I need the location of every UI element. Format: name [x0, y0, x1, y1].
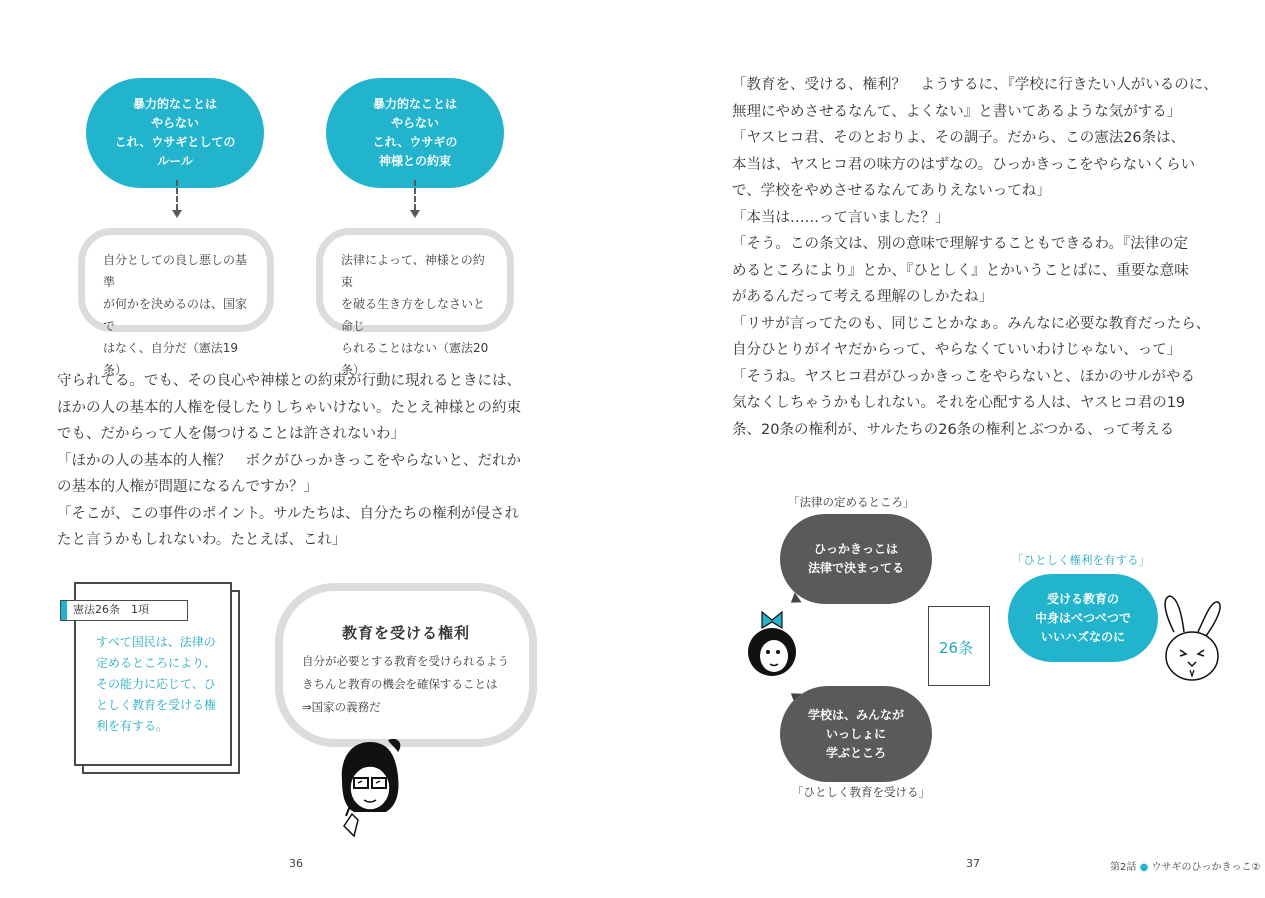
right-to-education-text	[302, 650, 509, 719]
bubble-line: 暴力的なことは	[372, 97, 457, 111]
text-line: たと言うかもしれないわ。たとえば、これ」	[57, 532, 347, 548]
thought-line: を破る生き方をしなさいと命じ	[341, 297, 486, 333]
text-line: 条、20条の権利が、サルたちの26条の権利とぶつかる、って考える	[732, 421, 1175, 438]
text-line: 守られてる。でも、その良心や神様との約束が行動に現れるときには、	[57, 373, 521, 389]
cloud-line: 中身はべつべつで	[1034, 610, 1131, 625]
thought-line: きちんと教育の機会を確保することは	[302, 677, 498, 691]
thought-line: はなく、自分だ（憲法19条）	[103, 341, 239, 377]
rabbit-icon	[1154, 592, 1228, 688]
left-body-text	[57, 368, 521, 554]
text-line: でも、だからって人を傷つけることは許されないわ」	[57, 426, 405, 442]
cloud-education-content-differs	[1008, 574, 1158, 662]
text-line: 無理にやめさせるなんて、よくない』と書いてあるような気がする」	[732, 103, 1182, 120]
thought-line: 自分としての良し悪しの基準	[103, 253, 248, 289]
cloud-scratching-by-law	[780, 514, 932, 604]
text-line: 「教育を、受ける、権利？ ようするに、『学校に行きたい人がいるのに、	[732, 77, 1218, 93]
bubble-line: 神様との約束	[378, 154, 451, 168]
left-page	[0, 0, 632, 898]
bubble-line: やらない	[390, 116, 439, 130]
promise-bubble-god	[326, 78, 504, 188]
cloud-line: 学ぶところ	[825, 745, 886, 760]
doc-line: その能力に応じて、ひ	[96, 677, 216, 691]
cloud-line: いいハズなのに	[1040, 629, 1125, 644]
page-number-right: 37	[966, 857, 980, 870]
thought-line: 法律によって、神様との約束	[341, 253, 485, 289]
text-line: 「そうね。ヤスヒコ君がひっかきっこをやらないと、ほかのサルがやる	[732, 368, 1195, 385]
dashed-arrow-2	[414, 180, 416, 210]
dashed-arrow-1	[176, 180, 178, 210]
cloud-school-learn-together	[780, 686, 932, 782]
text-line: 「ヤスヒコ君、そのとおりよ、その調子。だから、この憲法26条は、	[732, 130, 1186, 146]
thought-line: ⇒国家の義務だ	[302, 700, 381, 714]
bubble-line: これ、ウサギとしての	[114, 135, 236, 149]
right-to-education-title: 教育を受ける権利	[342, 624, 471, 642]
rule-bubble-rabbit-text	[115, 95, 236, 171]
text-line: ほかの人の基本的人権を侵したりしちゃいけない。たとえ神様との約束	[57, 399, 521, 416]
text-line: めるところにより』とか、『ひとしく』とかいうことばに、重要な意味	[732, 262, 1189, 279]
cloud-line: 受ける教育の	[1046, 591, 1119, 606]
bubble-line: やらない	[150, 116, 199, 130]
doc-line: としく教育を受ける権	[96, 698, 217, 712]
right-page	[632, 0, 1265, 898]
text-line: 「そこが、この事件のポイント。サルたちは、自分たちの権利が侵され	[57, 505, 519, 522]
running-head-bullet-icon: ●	[1139, 862, 1149, 873]
label-equal-rights: 「ひとしく権利を有する」	[1012, 553, 1150, 567]
running-head-title: ウサギのひっかきっこ②	[1151, 862, 1261, 873]
doc-line: すべて国民は、法律の	[96, 635, 216, 649]
article-26-document	[928, 606, 990, 686]
thought-article-20	[316, 228, 514, 377]
cloud-line: 法律で決まってる	[807, 561, 904, 575]
page-number-left: 36	[289, 857, 303, 870]
text-line: 「ほかの人の基本的人権？ ボクがひっかきっこをやらないと、だれか	[57, 452, 521, 469]
text-line: で、学校をやめさせるなんてありえないってね」	[732, 183, 1051, 199]
label-law-defines: 「法律の定めるところ」	[788, 495, 915, 509]
bubble-line: これ、ウサギの	[372, 135, 458, 149]
text-line: 気なくしちゃうかもしれない。それを心配する人は、ヤスヒコ君の19	[732, 395, 1186, 411]
cloud-line: 学校は、みんなが	[807, 707, 904, 722]
article-26-label: 26条	[939, 639, 974, 657]
thought-article-19	[78, 228, 274, 377]
bubble-line: ルール	[157, 154, 193, 168]
right-body-text	[732, 72, 1218, 443]
label-equal-education: 「ひとしく教育を受ける」	[792, 785, 930, 799]
text-line: 「そう。この条文は、別の意味で理解することもできるわ。『法律の定	[732, 236, 1189, 252]
text-line: 「本当は……って言いました？」	[732, 209, 950, 226]
text-line: があるんだって考える理解のしかたね」	[732, 289, 993, 305]
text-line: 「リサが言ってたのも、同じことかなぁ。みんなに必要な教育だったら、	[732, 315, 1211, 332]
running-head	[1110, 858, 1260, 873]
cloud-line: いっしょに	[825, 726, 886, 741]
document-article-text	[96, 632, 216, 737]
bubble-line: 暴力的なことは	[132, 97, 217, 111]
thought-line: られることはない（憲法20条）	[341, 341, 489, 377]
girl-with-bow-icon	[744, 606, 800, 682]
thought-line: 自分が必要とする教育を受けられるよう	[302, 654, 509, 668]
promise-bubble-god-text	[373, 95, 458, 171]
rule-bubble-rabbit	[86, 78, 264, 188]
cloud-line: ひっかきっこは	[813, 542, 898, 556]
document-tab-article-26: 憲法26条 1項	[60, 600, 188, 621]
text-line: の基本的人権が問題になるんですか？」	[57, 479, 318, 495]
doc-line: 定めるところにより、	[96, 656, 217, 670]
thought-line: が何かを決めるのは、国家で	[103, 297, 248, 333]
teacher-with-glasses-icon	[332, 736, 408, 840]
doc-line: 利を有する。	[96, 719, 169, 733]
text-line: 本当は、ヤスヒコ君の味方のはずなの。ひっかきっこをやらないくらい	[732, 156, 1196, 173]
text-line: 自分ひとりがイヤだからって、やらなくていいわけじゃない、って」	[732, 342, 1182, 358]
running-head-chapter: 第2話	[1110, 862, 1137, 873]
